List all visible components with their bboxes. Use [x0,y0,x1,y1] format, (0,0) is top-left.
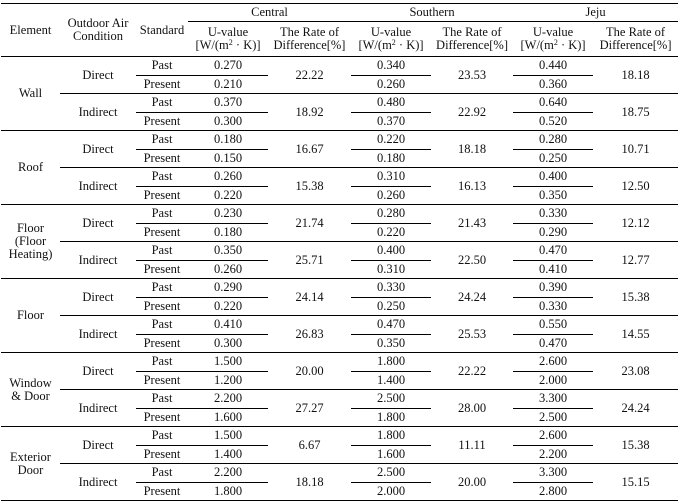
southern-u-value-past: 2.500 [376,391,406,406]
jeju-u-value-past: 0.400 [538,169,568,184]
table-row-past [1,427,678,446]
central-rate-of-difference: 22.22 [268,57,351,94]
table-row-past [1,316,678,335]
condition-cell: Indirect [60,242,136,279]
standard-present: Present [136,482,188,501]
jeju-rate-of-difference: 18.18 [593,57,678,94]
jeju-rate-of-difference: 18.75 [593,94,678,131]
central-u-value-present: 0.180 [188,223,268,242]
header-jeju-u-value [513,22,593,57]
element-cell [1,205,60,279]
standard-past: Past [151,428,173,443]
u-value-unit-pre: [W/(m [358,38,392,52]
central-u-value-past: 0.350 [213,243,243,258]
jeju-u-value-past: 0.470 [538,243,568,258]
header-central-rate-of-difference [268,22,351,57]
central-u-value-present: 0.260 [188,260,268,279]
southern-rate-of-difference: 20.00 [431,464,513,501]
u-value-label: U-value [532,25,574,39]
u-value-unit-post: · K)] [557,38,586,52]
u-value-label: U-value [370,25,412,39]
standard-past: Past [151,58,173,73]
header-region-southern: Southern [351,4,513,22]
jeju-rate-of-difference: 14.55 [593,316,678,353]
header-jeju-rate-of-difference [593,22,678,57]
jeju-u-value-present: 0.350 [513,186,593,205]
element-cell [1,427,60,501]
u-value-unit [351,39,431,52]
southern-u-value-past: 1.800 [376,428,406,443]
jeju-u-value-present: 2.000 [513,371,593,390]
central-u-value-present: 1.800 [188,482,268,501]
central-u-value-present: 0.150 [188,149,268,168]
jeju-rate-of-difference: 15.15 [593,464,678,501]
central-u-value-present: 0.210 [188,75,268,94]
u-value-label: U-value [207,25,249,39]
jeju-u-value-present: 0.520 [513,112,593,131]
southern-u-value-past: 0.340 [376,58,406,73]
condition-cell: Direct [60,427,136,464]
jeju-rate-of-difference: 12.50 [593,168,678,205]
standard-present: Present [136,371,188,390]
southern-rate-of-difference: 21.43 [431,205,513,242]
jeju-u-value-present: 0.470 [513,334,593,353]
jeju-u-value-past: 3.300 [538,465,568,480]
jeju-u-value-past: 0.330 [538,206,568,221]
standard-past: Past [151,317,173,332]
standard-past: Past [151,280,173,295]
jeju-rate-of-difference: 15.38 [593,279,678,316]
table-row-past [1,131,678,150]
standard-present: Present [136,408,188,427]
element-cell [1,353,60,427]
southern-u-value-present: 0.180 [351,149,431,168]
central-u-value-present: 1.200 [188,371,268,390]
element-cell [1,131,60,205]
u-value-unit-sup: 2 [228,38,233,47]
table-row-past [1,94,678,113]
standard-present: Present [136,223,188,242]
jeju-rate-of-difference: 24.24 [593,390,678,427]
u-value-unit [513,39,593,52]
condition-cell: Indirect [60,464,136,501]
jeju-u-value-past: 0.640 [538,95,568,110]
element-name: Floor (Floor Heating) [8,221,53,261]
central-u-value-present: 1.400 [188,445,268,464]
header-southern-u-value [351,22,431,57]
southern-rate-of-difference: 22.50 [431,242,513,279]
central-u-value-past: 2.200 [213,465,243,480]
standard-present: Present [136,112,188,131]
u-value-unit-pre: [W/(m [195,38,229,52]
condition-cell: Indirect [60,390,136,427]
rate-label-line-2: Difference[%] [273,38,346,52]
central-u-value-present: 0.300 [188,112,268,131]
u-value-unit-pre: [W/(m [520,38,554,52]
southern-u-value-past: 0.480 [376,95,406,110]
element-name: Window & Door [9,375,52,403]
condition-cell: Direct [60,131,136,168]
jeju-u-value-past: 2.600 [538,354,568,369]
central-u-value-present: 0.220 [188,186,268,205]
u-value-unit-sup: 2 [553,38,558,47]
jeju-u-value-past: 0.280 [538,132,568,147]
southern-u-value-present: 1.400 [351,371,431,390]
rate-label-line-2: Difference[%] [436,38,508,52]
central-u-value-past: 1.500 [213,354,243,369]
central-u-value-past: 0.410 [213,317,243,332]
condition-cell: Indirect [60,94,136,131]
standard-past: Past [151,391,173,406]
condition-cell: Direct [60,279,136,316]
table-header [1,4,678,57]
jeju-u-value-present: 2.500 [513,408,593,427]
central-rate-of-difference: 20.00 [268,353,351,390]
standard-present: Present [136,334,188,353]
central-rate-of-difference: 24.14 [268,279,351,316]
rate-label-line-1: The Rate of [280,25,340,39]
southern-rate-of-difference: 16.13 [431,168,513,205]
condition-cell: Indirect [60,168,136,205]
jeju-u-value-past: 2.600 [538,428,568,443]
jeju-rate-of-difference: 10.71 [593,131,678,168]
southern-u-value-present: 0.220 [351,223,431,242]
central-rate-of-difference: 18.18 [268,464,351,501]
u-value-unit-sup: 2 [391,38,396,47]
table-row-past [1,57,678,76]
central-rate-of-difference: 6.67 [268,427,351,464]
element-cell [1,57,60,131]
element-name: Exterior Door [10,449,51,477]
central-u-value-past: 0.180 [213,132,243,147]
jeju-rate-of-difference: 12.12 [593,205,678,242]
standard-present: Present [136,75,188,94]
southern-u-value-present: 1.800 [351,408,431,427]
central-u-value-past: 2.200 [213,391,243,406]
central-u-value-past: 0.290 [213,280,243,295]
standard-past: Past [151,354,173,369]
rate-label-line-2: Difference[%] [599,38,672,52]
rate-label-line-1: The Rate of [606,25,666,39]
element-name: Floor [16,308,45,322]
table-row-past [1,242,678,261]
southern-u-value-present: 1.600 [351,445,431,464]
jeju-u-value-present: 0.410 [513,260,593,279]
table-row-past [1,168,678,187]
header-region-jeju: Jeju [513,4,678,22]
southern-u-value-past: 0.280 [376,206,406,221]
table-row-past [1,205,678,224]
standard-present: Present [136,260,188,279]
condition-cell: Direct [60,353,136,390]
central-rate-of-difference: 27.27 [268,390,351,427]
jeju-rate-of-difference: 12.77 [593,242,678,279]
southern-u-value-past: 0.220 [376,132,406,147]
standard-past: Past [151,206,173,221]
condition-cell: Direct [60,205,136,242]
standard-present: Present [136,149,188,168]
central-rate-of-difference: 15.38 [268,168,351,205]
jeju-u-value-present: 2.200 [513,445,593,464]
southern-rate-of-difference: 24.24 [431,279,513,316]
header-standard: Standard [136,4,188,57]
southern-rate-of-difference: 28.00 [431,390,513,427]
southern-u-value-past: 2.500 [376,465,406,480]
standard-past: Past [151,465,173,480]
standard-past: Past [151,169,173,184]
element-name: Roof [18,160,43,174]
southern-u-value-present: 0.350 [351,334,431,353]
u-value-comparison-table [1,3,678,501]
southern-rate-of-difference: 22.92 [431,94,513,131]
element-name: Wall [18,86,43,100]
jeju-u-value-present: 0.290 [513,223,593,242]
u-value-unit [188,39,268,52]
header-element: Element [1,4,60,57]
southern-u-value-present: 2.000 [351,482,431,501]
southern-u-value-present: 0.260 [351,186,431,205]
condition-cell: Indirect [60,316,136,353]
jeju-u-value-present: 0.360 [513,75,593,94]
jeju-u-value-past: 0.440 [538,58,568,73]
southern-rate-of-difference: 11.11 [431,427,513,464]
jeju-u-value-present: 2.800 [513,482,593,501]
southern-u-value-past: 0.330 [376,280,406,295]
southern-u-value-present: 0.310 [351,260,431,279]
southern-rate-of-difference: 25.53 [431,316,513,353]
southern-rate-of-difference: 22.22 [431,353,513,390]
header-southern-rate-of-difference [431,22,513,57]
condition-cell: Direct [60,57,136,94]
standard-present: Present [136,297,188,316]
rate-label-line-1: The Rate of [442,25,502,39]
table-row-past [1,279,678,298]
jeju-u-value-past: 0.390 [538,280,568,295]
southern-u-value-present: 0.370 [351,112,431,131]
header-region-central: Central [188,4,351,22]
u-value-unit-post: · K)] [232,38,261,52]
central-rate-of-difference: 21.74 [268,205,351,242]
header-central-u-value [188,22,268,57]
southern-u-value-present: 0.260 [351,75,431,94]
central-u-value-past: 0.370 [213,95,243,110]
u-value-unit-post: · K)] [395,38,424,52]
standard-past: Past [151,243,173,258]
central-u-value-present: 0.220 [188,297,268,316]
southern-u-value-past: 1.800 [376,354,406,369]
jeju-u-value-past: 3.300 [538,391,568,406]
central-u-value-past: 0.230 [213,206,243,221]
central-u-value-present: 0.300 [188,334,268,353]
southern-rate-of-difference: 23.53 [431,57,513,94]
central-rate-of-difference: 16.67 [268,131,351,168]
central-u-value-present: 1.600 [188,408,268,427]
standard-past: Past [151,95,173,110]
table-body [1,57,678,501]
header-outdoor-air-condition: Outdoor Air Condition [60,4,136,57]
jeju-u-value-present: 0.330 [513,297,593,316]
jeju-u-value-present: 0.250 [513,149,593,168]
jeju-u-value-past: 0.550 [538,317,568,332]
standard-past: Past [151,132,173,147]
jeju-rate-of-difference: 15.38 [593,427,678,464]
central-u-value-past: 1.500 [213,428,243,443]
central-rate-of-difference: 25.71 [268,242,351,279]
table-row-past [1,464,678,483]
standard-present: Present [136,186,188,205]
standard-present: Present [136,445,188,464]
table-row-past [1,390,678,409]
southern-u-value-past: 0.400 [376,243,406,258]
jeju-rate-of-difference: 23.08 [593,353,678,390]
central-rate-of-difference: 18.92 [268,94,351,131]
central-rate-of-difference: 26.83 [268,316,351,353]
southern-u-value-past: 0.310 [376,169,406,184]
element-cell [1,279,60,353]
table-row-past [1,353,678,372]
southern-u-value-past: 0.470 [376,317,406,332]
southern-rate-of-difference: 18.18 [431,131,513,168]
central-u-value-past: 0.260 [213,169,243,184]
southern-u-value-present: 0.250 [351,297,431,316]
central-u-value-past: 0.270 [213,58,243,73]
